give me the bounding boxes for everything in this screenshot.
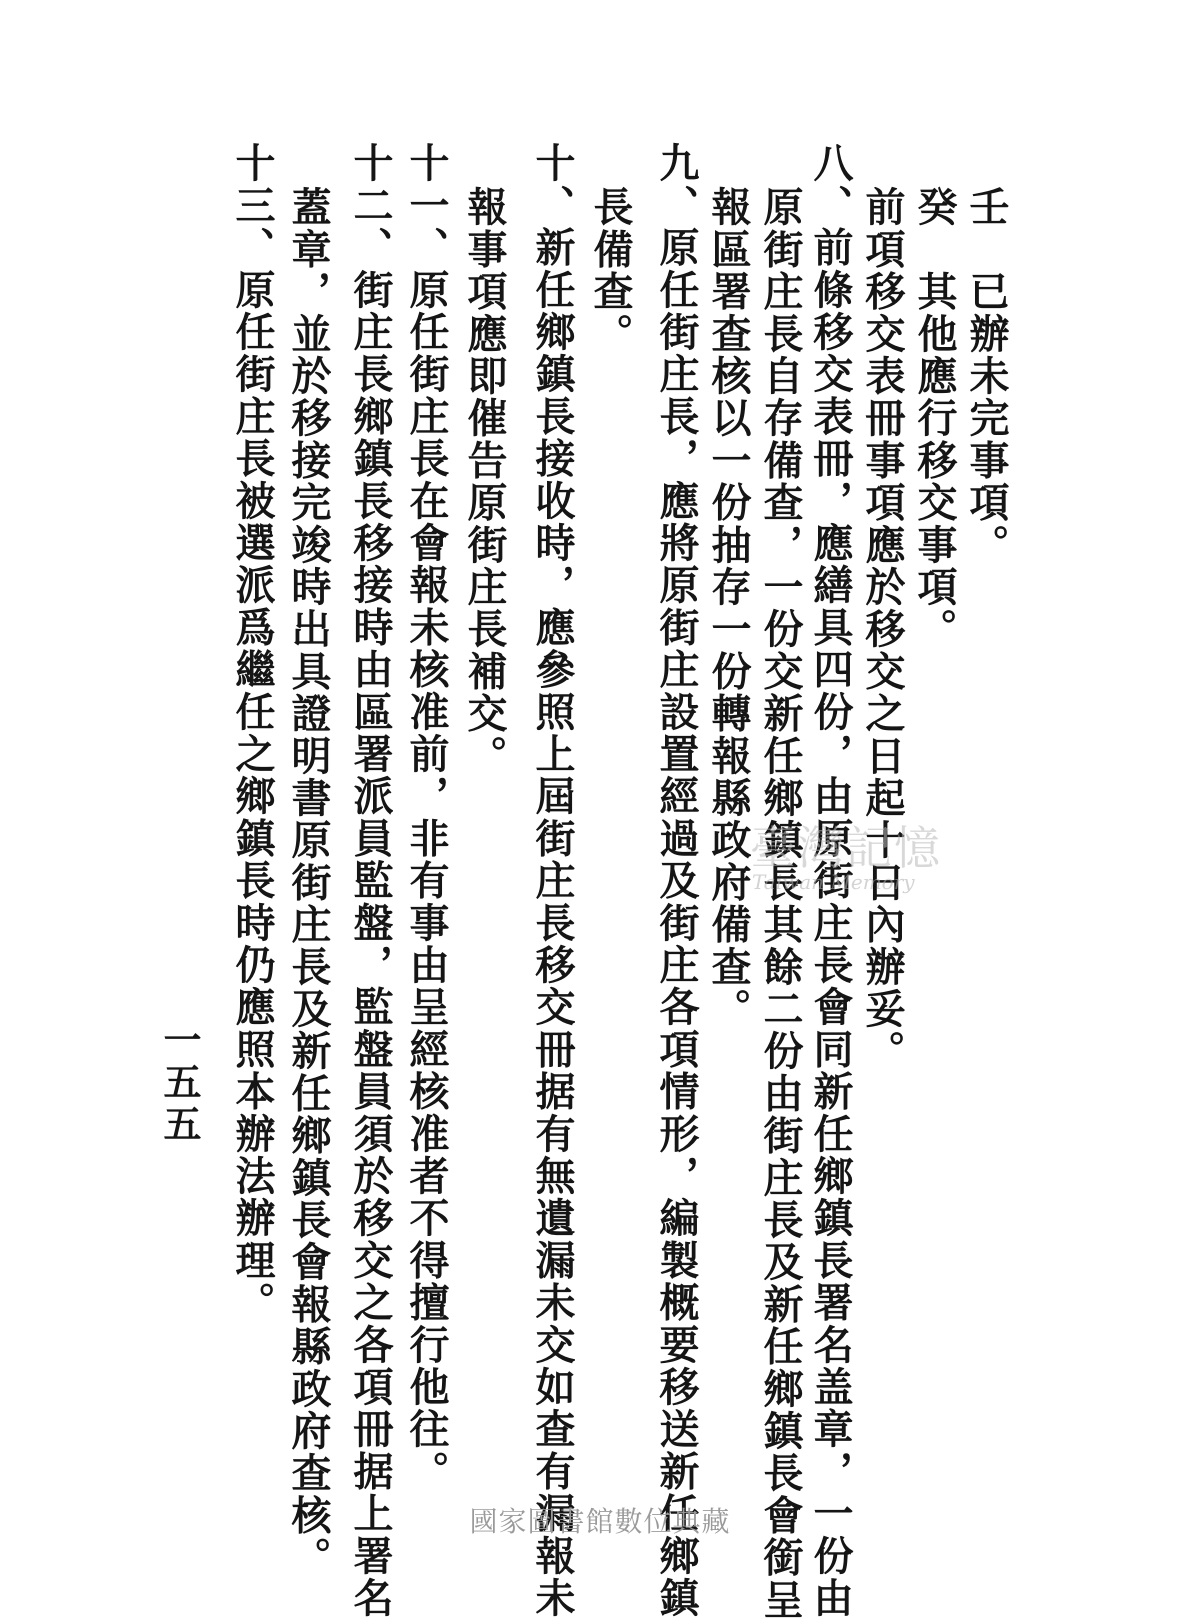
column-text: 原街庄長自存備查，一份交新任鄉鎮長其餘二份由街庄長及新任鄉鎮長會銜呈 xyxy=(757,186,804,1621)
column-text: 長備查。 xyxy=(587,186,634,355)
article-marker: 十、 xyxy=(529,142,576,227)
article-10 xyxy=(528,142,576,1619)
footer-caption: 國家圖書館數位典藏 xyxy=(469,1505,731,1538)
article-9 xyxy=(652,142,700,1619)
page-number: 一五五 xyxy=(157,1020,202,1146)
text-column-10 xyxy=(460,186,508,777)
article-11 xyxy=(402,142,450,1492)
column-text: 原任街庄長被選派爲繼任之鄉鎮長時仍應照本辦法辦理。 xyxy=(229,268,276,1324)
column-text: 報區署查核以一份抽存一份轉報縣政府備查。 xyxy=(705,186,752,1030)
article-marker: 十三、 xyxy=(229,142,276,269)
text-column-6 xyxy=(704,186,752,1030)
article-13 xyxy=(228,142,276,1324)
column-text: 街庄長鄉鎮長移接時由區署派員監盤，監盤員須於移交之各項冊据上署名 xyxy=(347,268,394,1620)
text-column-2 xyxy=(910,186,958,650)
text-column-8 xyxy=(586,186,634,355)
text-column-3 xyxy=(858,186,906,1072)
text-column-13 xyxy=(284,186,332,1579)
article-12 xyxy=(346,142,394,1619)
column-text: 新任鄉鎮長接收時，應參照上屆街庄長移交冊据有無遺漏未交如查有漏報未 xyxy=(529,226,576,1620)
article-marker: 九、 xyxy=(653,142,700,227)
column-text: 前項移交表冊事項應於移交之日起十日內辦妥。 xyxy=(859,186,906,1073)
column-text: 原任街庄長在會報未核准前，非有事由呈經核准者不得擅行他往。 xyxy=(403,268,450,1493)
article-marker: 八、 xyxy=(807,142,854,227)
column-text: 壬 已辦未完事項。 xyxy=(963,186,1010,566)
text-column-1 xyxy=(962,186,1010,566)
article-marker: 十一、 xyxy=(403,142,450,269)
column-text: 前條移交表冊，應繕具四份，由原街庄長會同新任鄉鎮長署名盖章，一份由 xyxy=(807,226,854,1620)
column-text: 報事項應即催告原街庄長補交。 xyxy=(461,186,508,777)
article-8 xyxy=(806,142,854,1619)
text-column-5 xyxy=(756,186,804,1621)
article-marker: 十二、 xyxy=(347,142,394,269)
column-text: 蓋章，並於移接完竣時出具證明書原街庄長及新任鄉鎮長會報縣政府查核。 xyxy=(285,186,332,1579)
watermark-cn: 臺灣記憶 xyxy=(750,821,942,875)
watermark-en: Taiwan Memory xyxy=(752,870,915,894)
column-text: 癸 其他應行移交事項。 xyxy=(911,186,958,651)
column-text: 原任街庄長，應將原街庄設置經過及街庄各項情形，編製概要移送新任鄉鎮 xyxy=(653,226,700,1620)
